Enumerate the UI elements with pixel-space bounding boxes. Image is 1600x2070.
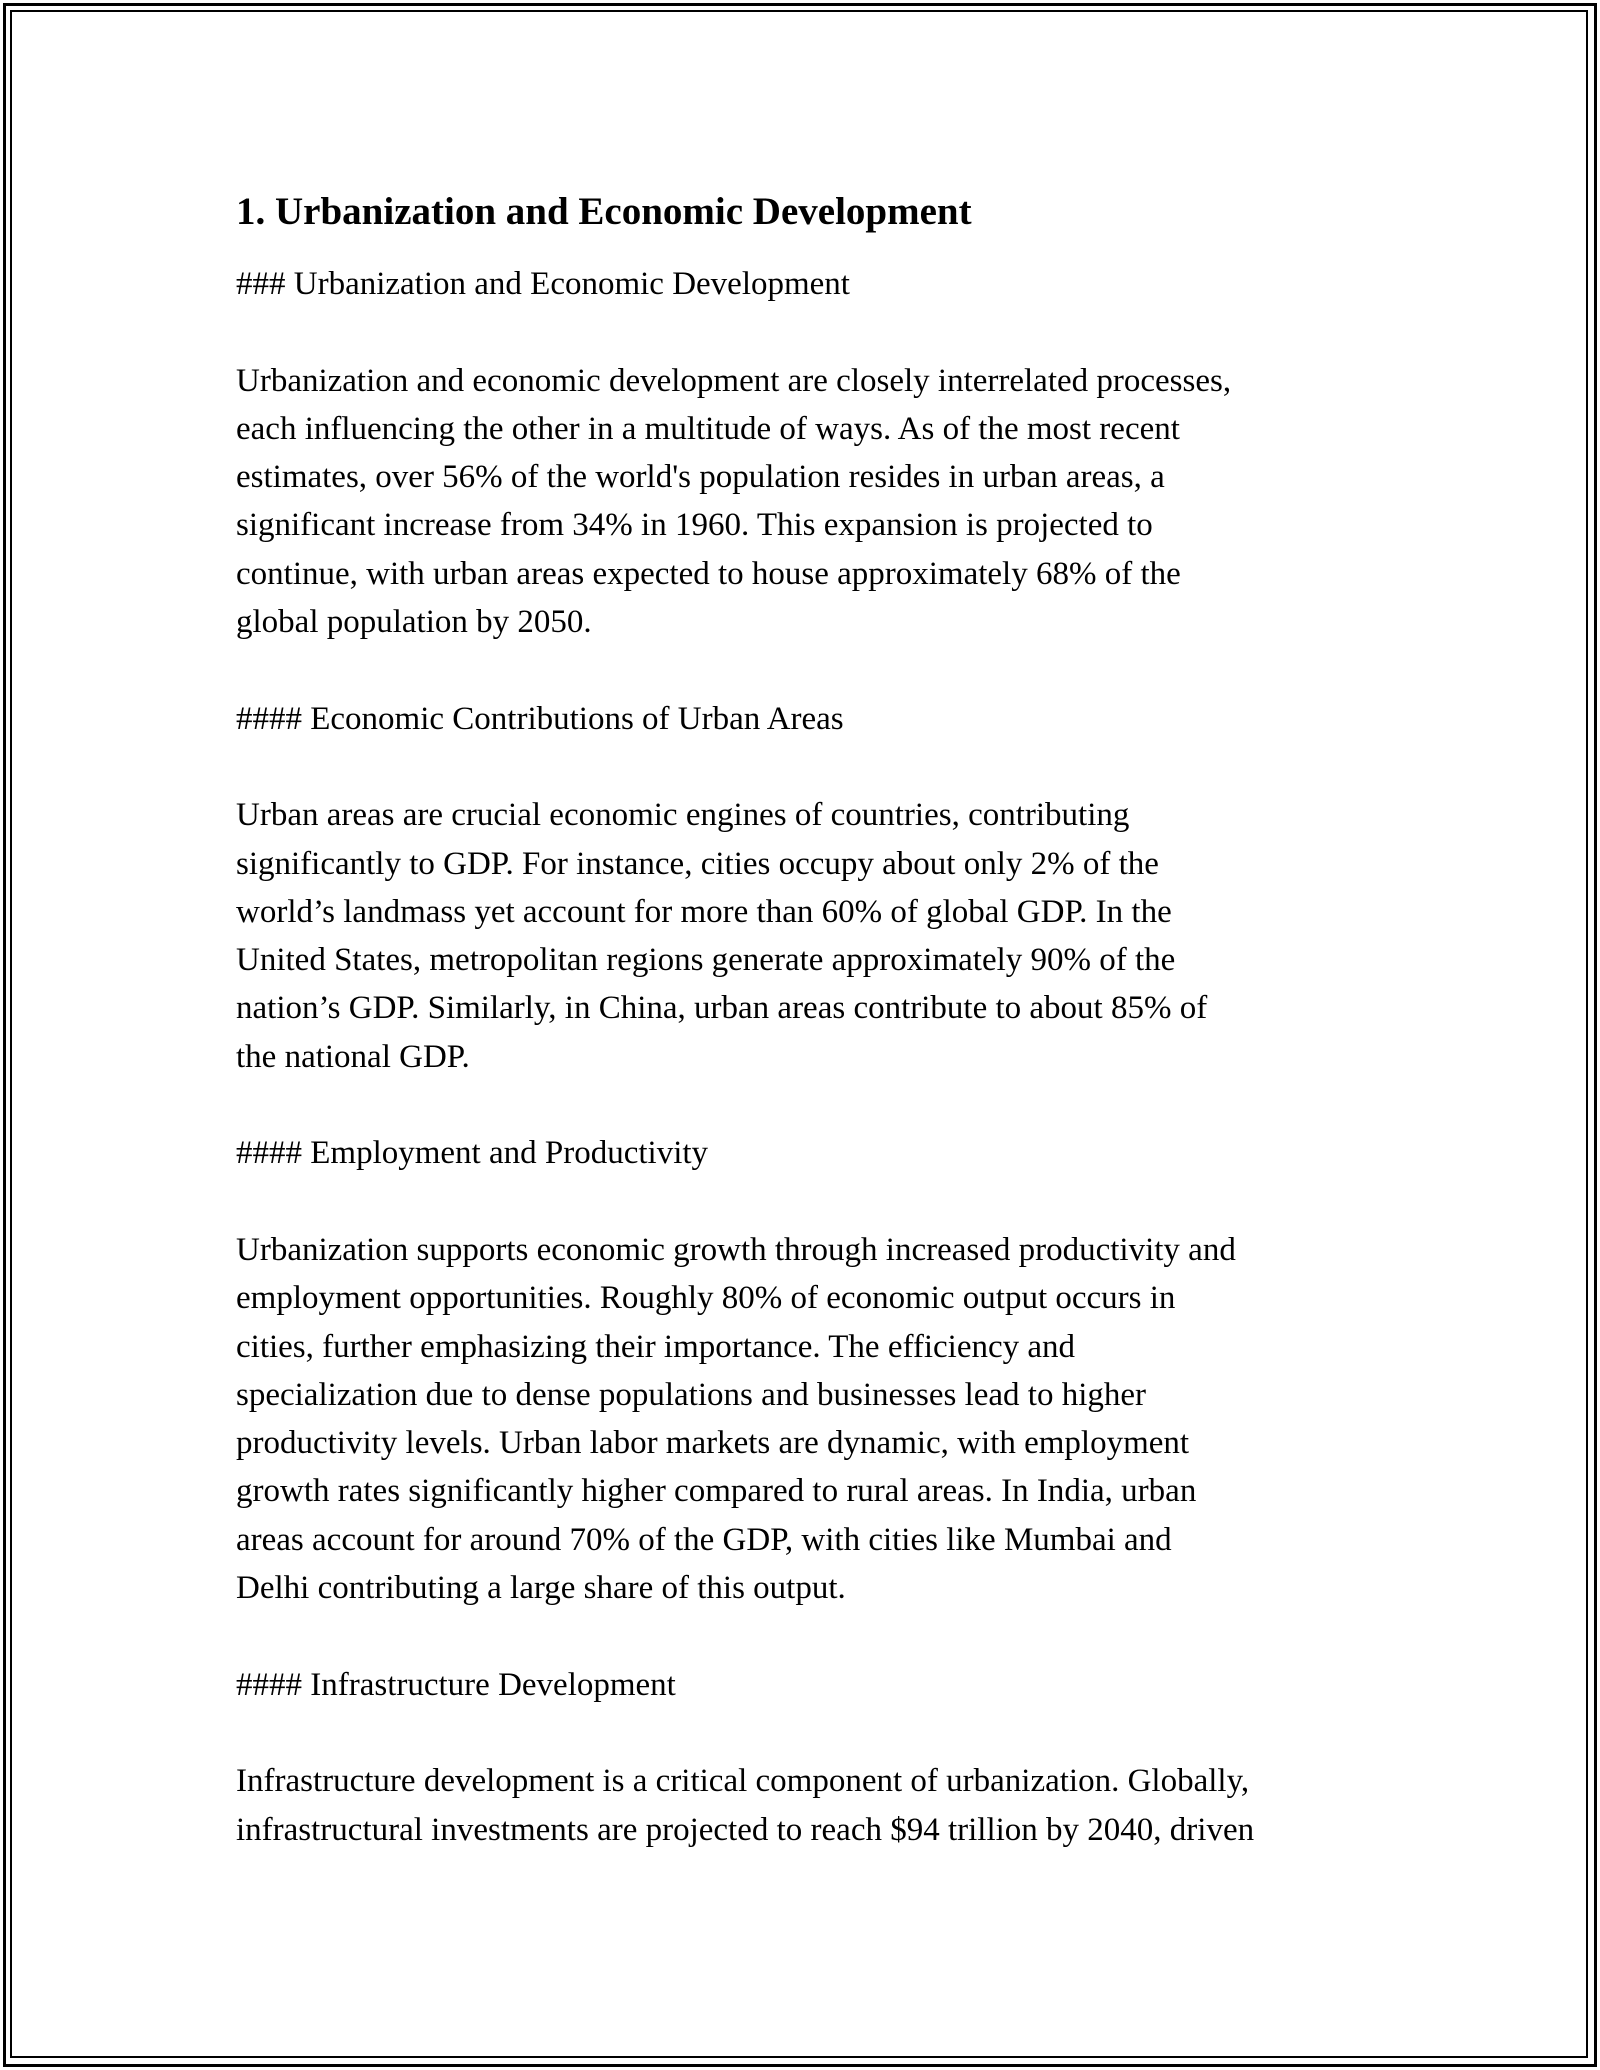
section-heading: #### Economic Contributions of Urban Areas — [236, 700, 844, 737]
paragraph-line: United States, metropolitan regions generate approximately 90% of the — [236, 942, 1176, 979]
document-title: 1. Urbanization and Economic Development — [236, 190, 972, 233]
paragraph-line: Urbanization supports economic growth through increased productivity and — [236, 1231, 1236, 1268]
paragraph-line: infrastructural investments are projected to reach $94 trillion by 2040, driven — [236, 1811, 1255, 1848]
paragraph-gap — [236, 1178, 1376, 1226]
paragraph-line: employment opportunities. Roughly 80% of economic output occurs in — [236, 1280, 1176, 1317]
paragraph-gap — [236, 1081, 1376, 1129]
paragraph — [236, 357, 1376, 647]
paragraph-line: world’s landmass yet account for more than 60% of global GDP. In the — [236, 893, 1172, 930]
document-body — [236, 187, 1376, 1854]
paragraph-line: growth rates significantly higher compared to rural areas. In India, urban — [236, 1473, 1197, 1510]
paragraph-gap — [236, 1612, 1376, 1660]
paragraph-line: areas account for around 70% of the GDP, with cities like Mumbai and — [236, 1521, 1172, 1558]
paragraph-line: each influencing the other in a multitude of ways. As of the most recent — [236, 410, 1180, 447]
section-heading: #### Employment and Productivity — [236, 1135, 709, 1172]
paragraph-line: significantly to GDP. For instance, cities occupy about only 2% of the — [236, 845, 1159, 882]
paragraph-line: Urbanization and economic development are closely interrelated processes, — [236, 362, 1232, 399]
paragraph-line: Delhi contributing a large share of this output. — [236, 1570, 846, 1607]
paragraph-line: continue, with urban areas expected to house approximately 68% of the — [236, 555, 1181, 592]
paragraph-line: Urban areas are crucial economic engines of countries, contributing — [236, 797, 1130, 834]
paragraph-line: specialization due to dense populations and businesses lead to higher — [236, 1376, 1147, 1413]
paragraph-line: estimates, over 56% of the world's population resides in urban areas, a — [236, 459, 1165, 496]
paragraph-line: Infrastructure development is a critical component of urbanization. Globally, — [236, 1763, 1250, 1800]
paragraph — [236, 1757, 1376, 1854]
paragraph-gap — [236, 1709, 1376, 1757]
paragraph — [236, 791, 1376, 1081]
paragraph-line: productivity levels. Urban labor markets are dynamic, with employment — [236, 1425, 1190, 1462]
section-heading: #### Infrastructure Development — [236, 1666, 676, 1703]
paragraph-gap — [236, 743, 1376, 791]
paragraph-line: cities, further emphasizing their importance. The efficiency and — [236, 1328, 1076, 1365]
paragraph-line: significant increase from 34% in 1960. This expansion is projected to — [236, 507, 1153, 544]
section-heading: ### Urbanization and Economic Development — [236, 266, 850, 302]
paragraph-line: nation’s GDP. Similarly, in China, urban areas contribute to about 85% of — [236, 990, 1208, 1027]
paragraph-gap — [236, 308, 1376, 356]
paragraph-line: the national GDP. — [236, 1038, 470, 1075]
paragraph — [236, 1226, 1376, 1612]
paragraph-line: global population by 2050. — [236, 604, 592, 641]
paragraph-gap — [236, 646, 1376, 694]
